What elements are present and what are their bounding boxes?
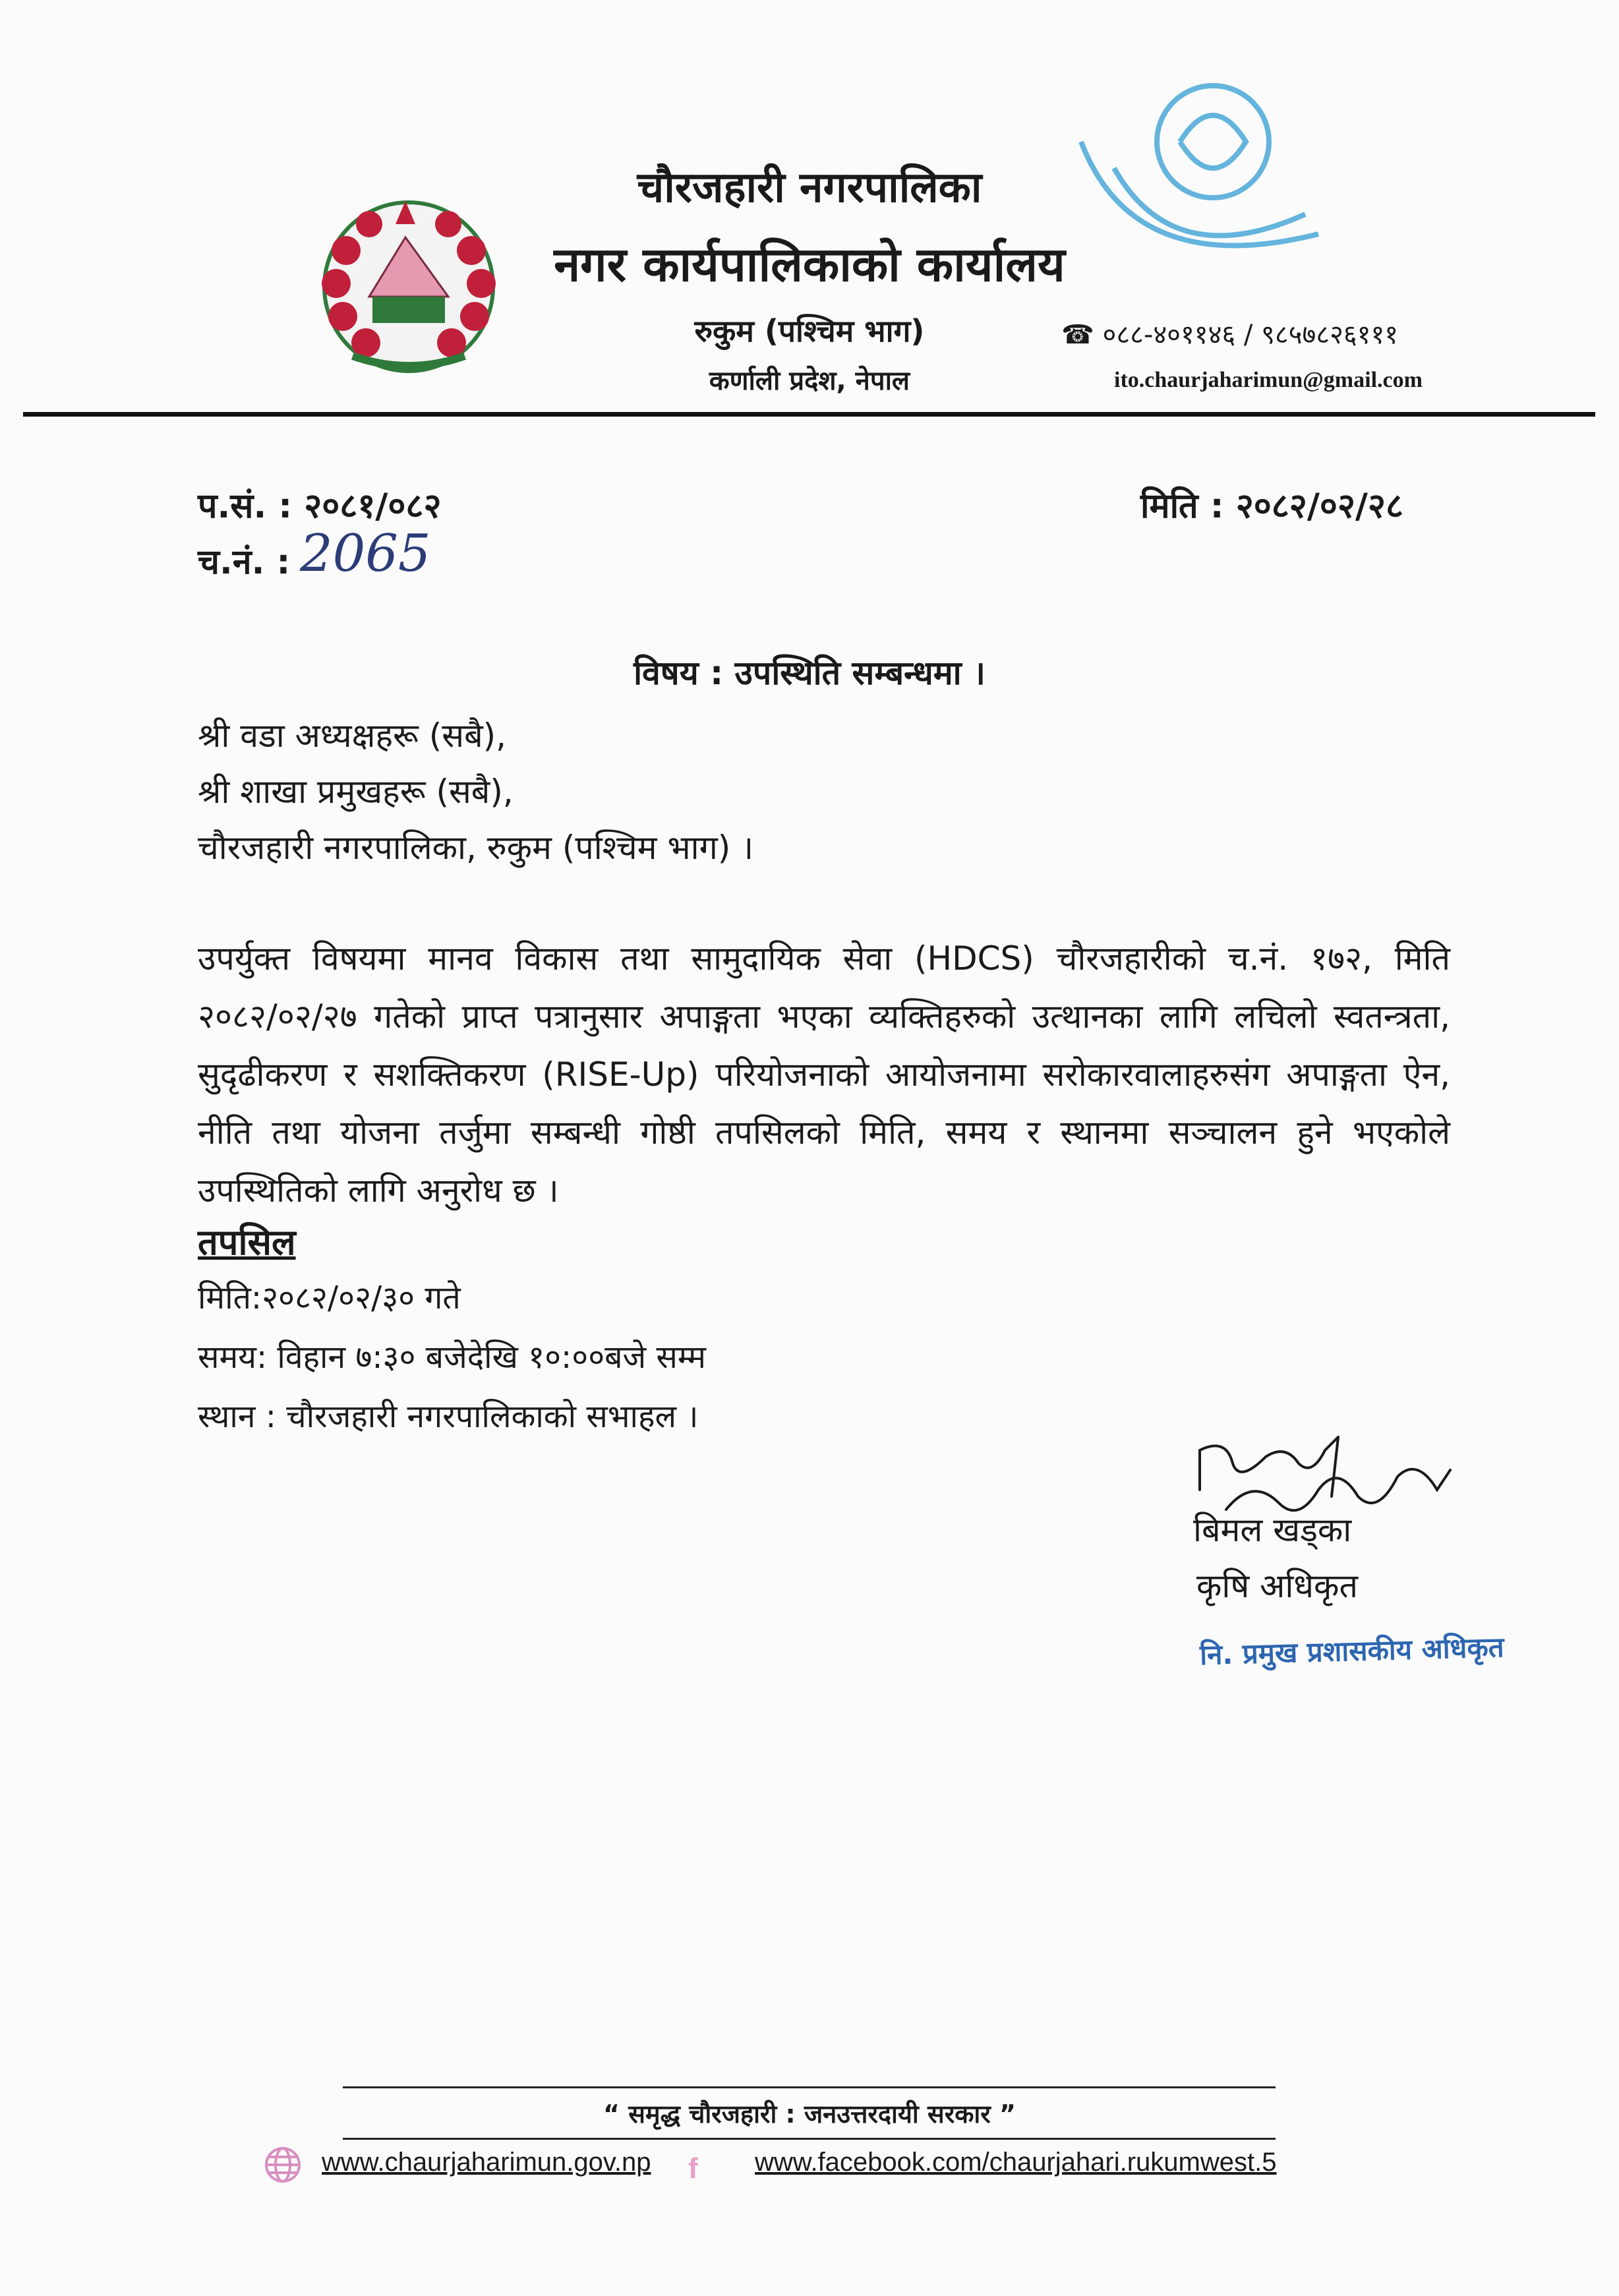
globe-icon [264,2146,302,2184]
signatory-stamp: नि. प्रमुख प्रशासकीय अधिकृत [1199,1630,1505,1672]
header-rule [23,412,1595,417]
facebook-icon [679,2150,712,2183]
ps-value: २०८१/०८२ [304,486,442,526]
website-link[interactable]: www.chaurjaharimun.gov.np [322,2148,651,2177]
phone-icon: ☎ [1061,320,1094,350]
phone-number: ०८८-४०११४६ / ९८५७८२६१११ [1102,320,1399,350]
office-name: चौरजहारी नगरपालिका [637,163,982,212]
schedule-time: समय: विहान ७:३० बजेदेखि १०:००बजे सम्म [198,1339,706,1376]
letter-body: उपर्युक्त विषयमा मानव विकास तथा सामुदायिक सेवा (HDCS) चौरजहारीको च.नं. १७२, मिति २०८२/०२/२७ गतेको प्राप्त पत्रानुसार अपाङ्गता भएका व्यक्तिहरुको उत्थानका लागि लचिलो स्वतन्त्रता, सुदृढीकरण र सशक्तिकरण (RISE-Up) परियोजनाको आयोजनामा सरोकारवालाहरुसंग अपाङ्गता ऐन, नीति तथा योजना तर्जुमा सम्बन्धी गोष्ठी तपसिलको मिति, समय र स्थानमा सञ्चालन हुने भएकोले उपस्थितिको लागि अनुरोध छ । [198,939,1450,1210]
ps-label: प.सं. : [198,486,293,526]
letter-cn-handwritten: 2065 [300,524,431,583]
office-province: कर्णाली प्रदेश, नेपाल [709,366,910,396]
addressee-line: श्री शाखा प्रमुखहरू (सबै), [198,773,514,811]
facebook-link[interactable]: www.facebook.com/chaurjahari.rukumwest.5 [755,2148,1277,2177]
letter-date [1140,481,1403,528]
office-district: रुकुम (पश्चिम भाग) [694,313,925,349]
addressee-line: श्री वडा अध्यक्षहरू (सबै), [198,717,507,755]
footer-rule-top [343,2086,1276,2088]
schedule-date: मिति:२०८२/०२/३० गते [198,1280,461,1316]
signatory-post: कृषि अधिकृत [1196,1567,1358,1605]
svg-text:f: f [688,2152,698,2183]
schedule-heading: तपसिल [198,1222,296,1263]
office-seal-icon [1042,63,1371,339]
letter-cn-label: च.नं. : [198,543,291,582]
date-label: मिति : [1140,486,1224,526]
footer-motto: “ समृद्ध चौरजहारी : जनउत्तरदायी सरकार ” [603,2100,1016,2129]
footer-rule-bottom [343,2138,1276,2140]
date-value: २०८२/०२/२८ [1235,486,1403,526]
addressee-line: चौरजहारी नगरपालिका, रुकुम (पश्चिम भाग) । [198,829,754,867]
office-subtitle: नगर कार्यपालिकाको कार्यालय [554,237,1065,292]
email-address: ito.chaurjaharimun@gmail.com [1114,368,1423,392]
signatory-name: बिमल खड्का [1193,1511,1352,1549]
letter-subject: विषय : उपस्थिति सम्बन्धमा । [633,654,986,692]
letter-ps-number [198,481,442,528]
schedule-place: स्थान : चौरजहारी नगरपालिकाको सभाहल । [198,1398,699,1435]
